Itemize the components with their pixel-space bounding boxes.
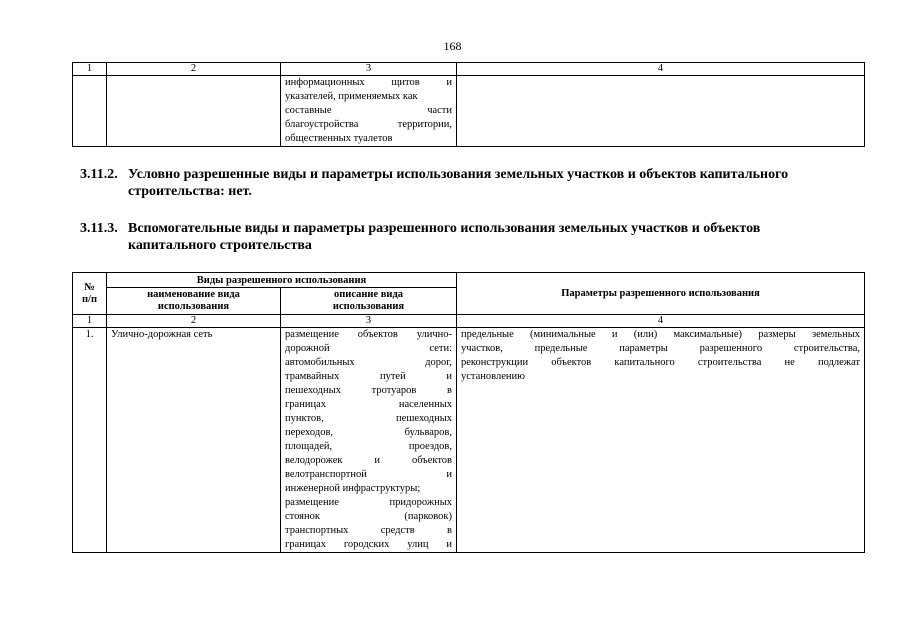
text-line: переходов, бульваров, bbox=[285, 427, 453, 438]
use-description bbox=[281, 328, 457, 553]
table-row bbox=[73, 328, 865, 553]
description-cell bbox=[281, 76, 457, 147]
text-line: указателей, применяемых как bbox=[285, 91, 418, 102]
header-name-line2: использования bbox=[157, 301, 230, 312]
cell-empty bbox=[457, 76, 865, 147]
text-line: автомобильных дорог, bbox=[285, 357, 453, 368]
cell-empty bbox=[107, 76, 281, 147]
text-line: пунктов, пешеходных bbox=[285, 413, 453, 424]
section-title-line1: Вспомогательные виды и параметры разрешенного использования земельных участков и объектов bbox=[128, 221, 761, 236]
column-number-3: 3 bbox=[281, 63, 457, 76]
header-name-line1: наименование вида bbox=[147, 289, 240, 300]
use-parameters bbox=[457, 328, 865, 553]
cell-empty bbox=[73, 76, 107, 147]
text-line: велодорожек и объектов bbox=[285, 455, 453, 466]
column-number-3: 3 bbox=[281, 315, 457, 328]
text-line: инженерной инфраструктуры; bbox=[285, 483, 421, 494]
header-desc-line1: описание вида bbox=[333, 289, 404, 300]
text-line: площадей, проездов, bbox=[285, 441, 453, 452]
header-num-label: п/п bbox=[81, 293, 98, 305]
text-line: границах населенных bbox=[285, 399, 453, 410]
text-line: транспортных средств в bbox=[285, 525, 453, 536]
header-name-cell bbox=[107, 288, 281, 315]
text-line: благоустройства территории, bbox=[285, 119, 452, 130]
row-number: 1. bbox=[73, 328, 107, 553]
page-number: 168 bbox=[443, 39, 462, 53]
text-line: участков, предельные параметры разрешенного строительства, bbox=[461, 343, 861, 354]
header-desc-line2: использования bbox=[332, 301, 405, 312]
column-number-row bbox=[73, 63, 865, 76]
section-title-line2: строительства: нет. bbox=[128, 184, 252, 199]
text-line: размещение объектов улично- bbox=[285, 329, 453, 340]
text-line: реконструкции объектов капитального строительства не подлежат bbox=[461, 357, 861, 368]
column-number-2: 2 bbox=[107, 63, 281, 76]
text-line: стоянок (парковок) bbox=[285, 511, 453, 522]
section-title-line2: капитального строительства bbox=[128, 238, 312, 253]
header-row bbox=[73, 273, 865, 288]
section-number: 3.11.2. bbox=[80, 167, 118, 182]
header-desc-cell bbox=[281, 288, 457, 315]
section-number: 3.11.3. bbox=[80, 221, 118, 236]
text-line: велотранспортной и bbox=[285, 469, 453, 480]
column-number-2: 2 bbox=[107, 315, 281, 328]
continuation-table bbox=[72, 62, 865, 147]
column-number-4: 4 bbox=[457, 63, 865, 76]
text-line: установлению bbox=[461, 371, 525, 382]
text-line: общественных туалетов bbox=[285, 133, 393, 144]
section-heading-3-11-3 bbox=[80, 220, 860, 254]
section-heading-3-11-2 bbox=[80, 166, 860, 200]
text-line: информационных щитов и bbox=[285, 77, 452, 88]
header-num-symbol: № bbox=[84, 281, 95, 293]
text-line: размещение придорожных bbox=[285, 497, 453, 508]
header-params: Параметры разрешенного использования bbox=[457, 273, 865, 315]
column-number-4: 4 bbox=[457, 315, 865, 328]
auxiliary-uses-table bbox=[72, 272, 865, 553]
use-name: Улично-дорожная сеть bbox=[107, 328, 281, 553]
column-number-1: 1 bbox=[73, 63, 107, 76]
header-num-cell bbox=[73, 273, 107, 315]
column-number-row bbox=[73, 315, 865, 328]
header-group-title: Виды разрешенного использования bbox=[107, 273, 457, 288]
text-line: предельные (минимальные и (или) максимальные) размеры земельных bbox=[461, 329, 861, 340]
column-number-1: 1 bbox=[73, 315, 107, 328]
text-line: пешеходных тротуаров в bbox=[285, 385, 453, 396]
table-row bbox=[73, 76, 865, 147]
text-line: трамвайных путей и bbox=[285, 371, 453, 382]
text-line: границах городских улиц и bbox=[285, 539, 453, 550]
text-line: составные части bbox=[285, 105, 452, 116]
text-line: дорожной сети: bbox=[285, 343, 453, 354]
section-title-line1: Условно разрешенные виды и параметры использования земельных участков и объектов капитального bbox=[128, 167, 789, 182]
